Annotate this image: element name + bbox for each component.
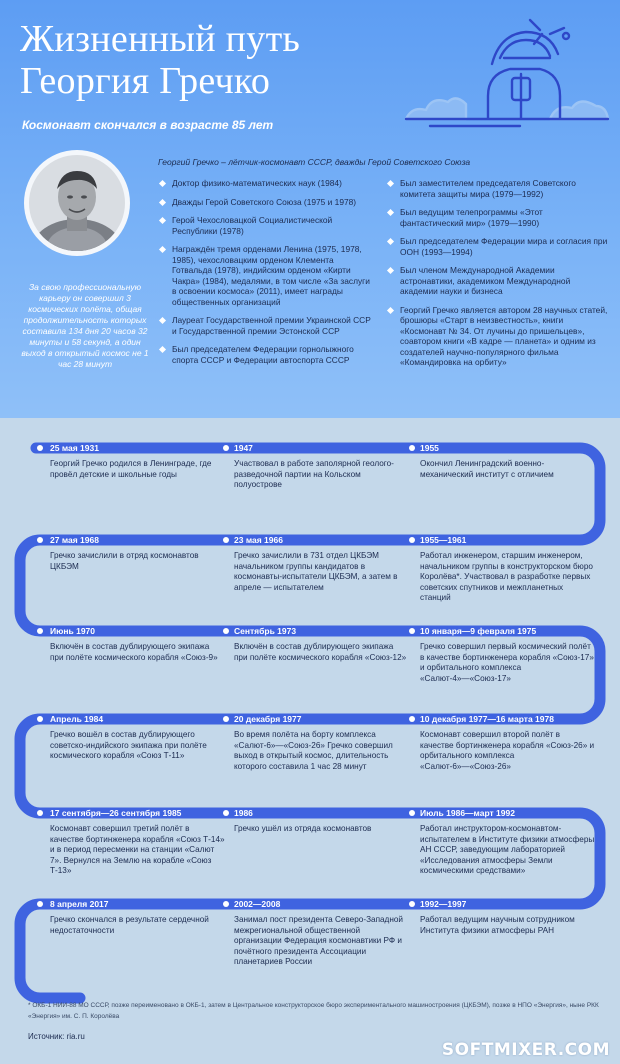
footnote: * ОКБ-1 НИИ-88 МО СССР, позже переименовано в ОКБ-1, затем в Центральное конструкторское бюро экспериментального машиностроения (ЦКБЭМ), позже в НПО «Энергия», ныне РКК «Энергия» им. С. П. Королёва bbox=[28, 1002, 599, 1020]
event-text: Включён в состав дублирующего экипажа при полёте космического корабля «Союз-9» bbox=[50, 642, 218, 662]
timeline-event bbox=[420, 625, 595, 684]
facts-list-right bbox=[386, 178, 608, 376]
event-date: Сентябрь 1973 bbox=[234, 626, 297, 636]
watermark: SOFTMIXER.COM bbox=[441, 1040, 610, 1060]
page-title bbox=[20, 18, 300, 102]
event-text: Гречко зачислили в 731 отдел ЦКБЭМ начальником группы кандидатов в космонавты-испытатели ЦКБЭМ, а затем в апреле — испытателем bbox=[234, 551, 398, 592]
event-text: Космонавт совершил второй полёт в качестве бортинженера корабля «Союз-26» и орбитального комплекса «Салют-6»—«Союз-26» bbox=[420, 730, 595, 771]
cosmonaut-helmet-illustration bbox=[400, 14, 610, 134]
timeline-event bbox=[50, 807, 225, 877]
timeline-event bbox=[50, 534, 225, 572]
event-date: 10 декабря 1977—16 марта 1978 bbox=[420, 714, 554, 724]
fact-item: Награждён тремя орденами Ленина (1975, 1978, 1985), чехословацким орденом Клемента Готвальда (1978), индийским орденом «Кирти Чакра» (1984), медалями, в том числе «За заслуги в освоении космоса» (2011), имеет награды общественных организаций bbox=[158, 244, 376, 307]
source-credit: Источник: ria.ru bbox=[28, 1032, 85, 1041]
event-date: 23 мая 1966 bbox=[234, 535, 283, 545]
fact-item: Дважды Герой Советского Союза (1975 и 1978) bbox=[158, 197, 376, 208]
event-text: Гречко совершил первый космический полёт в качестве бортинженера корабля «Союз-17» и орбитального комплекса «Салют-4»—«Союз-17» bbox=[420, 642, 594, 683]
event-date: 1955—1961 bbox=[420, 535, 467, 545]
timeline-event bbox=[50, 898, 225, 936]
event-text: Работал ведущим научным сотрудником Института физики атмосферы РАН bbox=[420, 915, 575, 935]
subtitle: Космонавт скончался в возрасте 85 лет bbox=[22, 118, 274, 132]
fact-item: Доктор физико-математических наук (1984) bbox=[158, 178, 376, 189]
timeline-event bbox=[234, 807, 409, 835]
event-date: 27 мая 1968 bbox=[50, 535, 99, 545]
timeline-event bbox=[50, 442, 225, 480]
event-date: 10 января—9 февраля 1975 bbox=[420, 626, 537, 636]
fact-item: Был председателем Федерации горнолыжного спорта СССР и Федерации автоспорта СССР bbox=[158, 344, 376, 365]
event-date: Июль 1986—март 1992 bbox=[420, 808, 515, 818]
timeline-event bbox=[420, 442, 595, 480]
timeline-event bbox=[420, 713, 595, 772]
event-text: Окончил Ленинградский военно-механический институт с отличием bbox=[420, 459, 554, 479]
fact-item: Георгий Гречко является автором 28 научных статей, брошюры «Старт в неизвестность», книги «Космонавт № 34. От лучины до пришельцев», соавтором книги «В кадре — планета» и одним из создателей научно-популярного фильма «Командировка на орбиту» bbox=[386, 305, 608, 368]
event-date: 1947 bbox=[234, 443, 253, 453]
event-text: Гречко скончался в результате сердечной недостаточности bbox=[50, 915, 209, 935]
fact-item: Был заместителем председателя Советского комитета защиты мира (1979—1992) bbox=[386, 178, 608, 199]
timeline-event bbox=[420, 807, 595, 877]
event-date: 17 сентября—26 сентября 1985 bbox=[50, 808, 182, 818]
event-date: 8 апреля 2017 bbox=[50, 899, 109, 909]
lead-text: Георгий Гречко – лётчик-космонавт СССР, дважды Герой Советского Союза bbox=[158, 157, 471, 167]
fact-item: Был членом Международной Академии астронавтики, академиком Международной академии науки и бизнеса bbox=[386, 265, 608, 297]
event-text: Гречко зачислили в отряд космонавтов ЦКБЭМ bbox=[50, 551, 199, 571]
timeline-event bbox=[234, 713, 409, 772]
event-date: Июнь 1970 bbox=[50, 626, 95, 636]
event-date: Апрель 1984 bbox=[50, 714, 104, 724]
event-text: Гречко ушёл из отряда космонавтов bbox=[234, 824, 372, 833]
event-text: Космонавт совершил третий полёт в качестве бортинженера корабля «Союз Т-14» и в период пересменки на станции «Салют 7». Вернулся на Землю на корабле «Союз Т-13» bbox=[50, 824, 225, 875]
event-text: Участвовал в работе заполярной геолого-разведочной партии на Кольском полуострове bbox=[234, 459, 394, 489]
event-date: 1986 bbox=[234, 808, 253, 818]
timeline-event bbox=[234, 625, 409, 663]
event-text: Занимал пост президента Северо-Западной межрегиональной общественной организации Федерация космонавтики РФ и почётного президента Ассоциации планетариев России bbox=[234, 915, 403, 966]
event-text: Во время полёта на борту комплекса «Салют-6»—«Союз-26» Гречко совершил выход в открытый космос, длительность которого составила 1 час 28 минут bbox=[234, 730, 393, 771]
fact-item: Лауреат Государственной премии Украинской ССР и Государственной премии Эстонской ССР bbox=[158, 315, 376, 336]
fact-item: Был ведущим телепрограммы «Этот фантастический мир» (1979—1990) bbox=[386, 207, 608, 228]
timeline bbox=[0, 418, 620, 1064]
event-date: 1955 bbox=[420, 443, 439, 453]
event-date: 1992—1997 bbox=[420, 899, 467, 909]
timeline-event bbox=[50, 713, 225, 762]
event-text: Георгий Гречко родился в Ленинграде, где провёл детские и школьные годы bbox=[50, 459, 212, 479]
timeline-event bbox=[420, 898, 595, 936]
timeline-event bbox=[420, 534, 595, 604]
title-line-2: Георгия Гречко bbox=[20, 60, 271, 102]
title-line-1: Жизненный путь bbox=[20, 18, 301, 60]
timeline-event bbox=[234, 898, 409, 968]
facts-list-left bbox=[158, 178, 376, 373]
event-text: Работал инженером, старшим инженером, начальником группы в конструкторском бюро Королёва*. Участвовал в разработке первых советских спутников и межпланетных станций bbox=[420, 551, 593, 602]
event-date: 25 мая 1931 bbox=[50, 443, 99, 453]
event-text: Работал инструктором-космонавтом-испытателем в Институте физики атмосферы АН СССР, заведующим лабораторией «Исследования атмосферы Земли космическими средствами» bbox=[420, 824, 595, 875]
fact-item: Герой Чехословацкой Социалистической Республики (1978) bbox=[158, 215, 376, 236]
timeline-event bbox=[234, 534, 409, 593]
header bbox=[0, 0, 620, 418]
career-summary: За свою профессиональную карьеру он совершил 3 космических полёта, общая продолжительность которых составила 134 дня 20 часов 32 минуты и 58 секунд, а один выход в открытый космос не 1 час 28 минут bbox=[21, 282, 149, 369]
timeline-event bbox=[50, 625, 225, 663]
event-text: Включён в состав дублирующего экипажа при полёте космического корабля «Союз-12» bbox=[234, 642, 407, 662]
event-date: 20 декабря 1977 bbox=[234, 714, 302, 724]
portrait-photo bbox=[24, 150, 130, 256]
event-text: Гречко вошёл в состав дублирующего советско-индийского экипажа при полёте космического корабля «Союз Т-11» bbox=[50, 730, 207, 760]
fact-item: Был председателем Федерации мира и согласия при ООН (1993—1994) bbox=[386, 236, 608, 257]
timeline-event bbox=[234, 442, 409, 491]
event-date: 2002—2008 bbox=[234, 899, 281, 909]
